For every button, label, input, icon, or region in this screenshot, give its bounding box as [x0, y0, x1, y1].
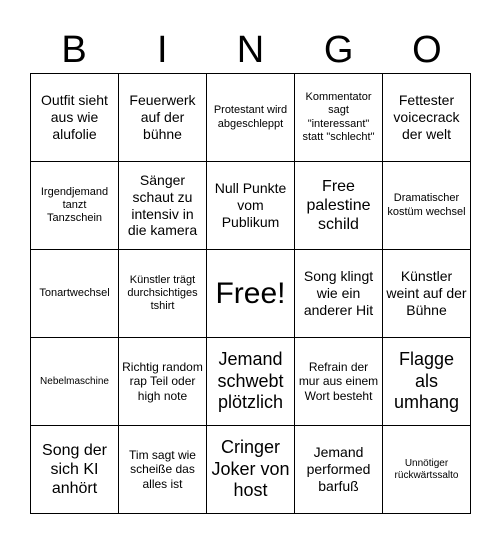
bingo-cell[interactable]: Tonartwechsel [31, 250, 119, 338]
bingo-cell[interactable]: Jemand schwebt plötzlich [207, 338, 295, 426]
bingo-cell[interactable]: Null Punkte vom Publikum [207, 162, 295, 250]
bingo-cell[interactable]: Irgendjemand tanzt Tanzschein [31, 162, 119, 250]
bingo-cell[interactable]: Fettester voicecrack der welt [383, 74, 471, 162]
free-space-cell[interactable]: Free! [207, 250, 295, 338]
bingo-cell[interactable]: Song klingt wie ein anderer Hit [295, 250, 383, 338]
header-letter-b: B [61, 29, 87, 71]
bingo-cell[interactable]: Free palestine schild [295, 162, 383, 250]
bingo-cell[interactable]: Nebelmaschine [31, 338, 119, 426]
bingo-cell[interactable]: Tim sagt wie scheiße das alles ist [119, 426, 207, 514]
bingo-cell[interactable]: Richtig random rap Teil oder high note [119, 338, 207, 426]
bingo-cell[interactable]: Kommentator sagt "interessant" statt "schlecht" [295, 74, 383, 162]
header-letter-n: N [236, 29, 265, 71]
bingo-header [30, 28, 471, 72]
bingo-cell[interactable]: Cringer Joker von host [207, 426, 295, 514]
bingo-cell[interactable]: Flagge als umhang [383, 338, 471, 426]
bingo-cell[interactable]: Feuerwerk auf der bühne [119, 74, 207, 162]
bingo-cell[interactable]: Jemand performed barfuß [295, 426, 383, 514]
header-letter-i: I [157, 29, 168, 71]
bingo-cell[interactable]: Unnötiger rückwärtssalto [383, 426, 471, 514]
bingo-cell[interactable]: Sänger schaut zu intensiv in die kamera [119, 162, 207, 250]
bingo-cell[interactable]: Song der sich KI anhört [31, 426, 119, 514]
bingo-cell[interactable]: Protestant wird abgeschleppt [207, 74, 295, 162]
bingo-cell[interactable]: Refrain der mur aus einem Wort besteht [295, 338, 383, 426]
bingo-cell[interactable]: Künstler weint auf der Bühne [383, 250, 471, 338]
bingo-board [30, 73, 471, 514]
header-letter-o: O [412, 29, 442, 71]
bingo-cell[interactable]: Dramatischer kostüm wechsel [383, 162, 471, 250]
bingo-cell[interactable]: Outfit sieht aus wie alufolie [31, 74, 119, 162]
bingo-cell[interactable]: Künstler trägt durchsichtiges tshirt [119, 250, 207, 338]
header-letter-g: G [323, 29, 354, 71]
